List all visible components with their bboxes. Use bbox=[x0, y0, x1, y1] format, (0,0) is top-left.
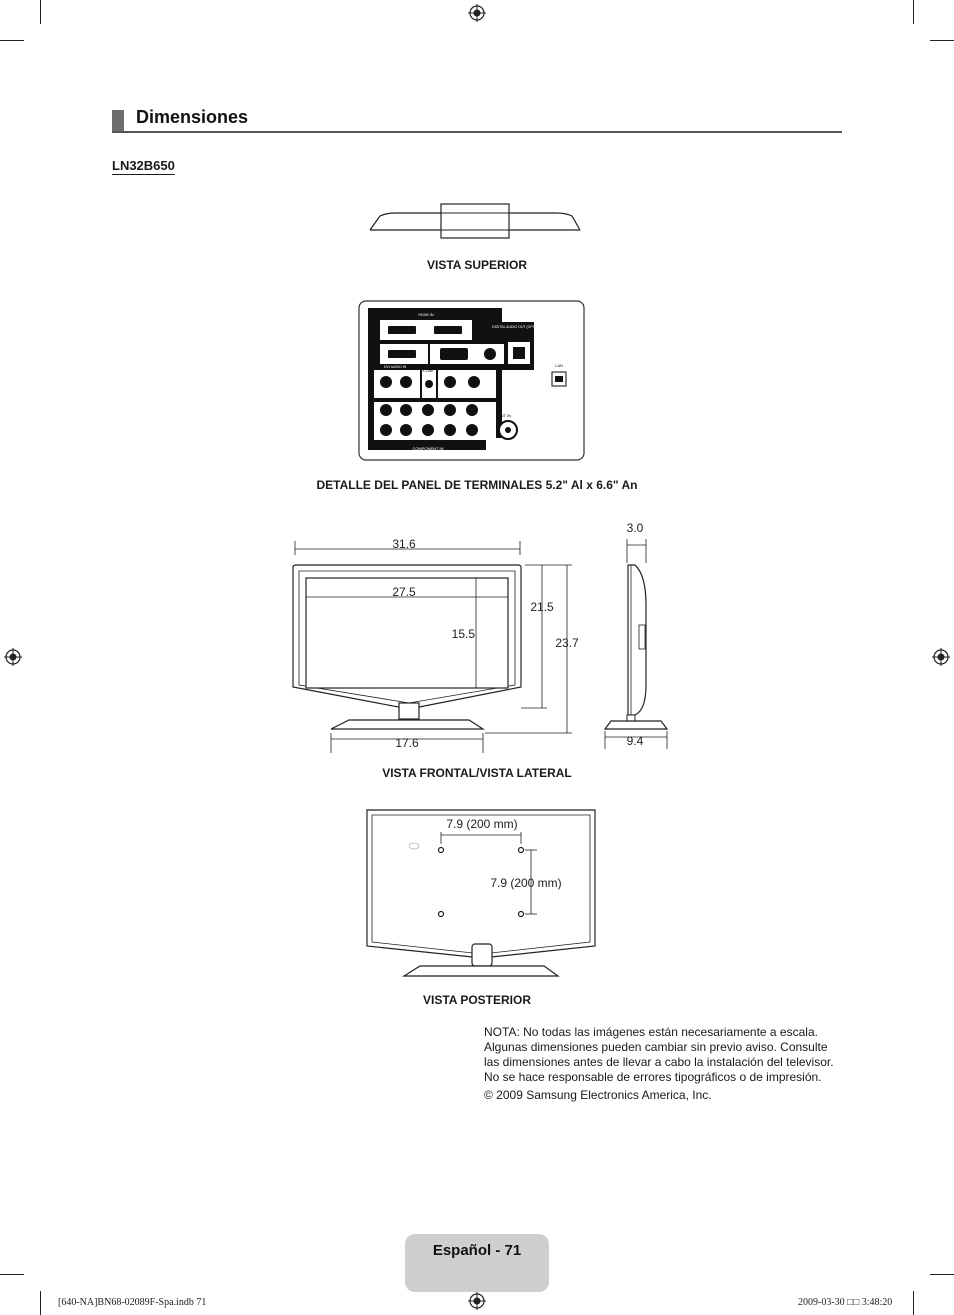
registration-mark-icon bbox=[468, 1292, 486, 1310]
dim-screen-width: 27.5 bbox=[392, 585, 416, 599]
dim-height-with-stand: 23.7 bbox=[555, 636, 579, 650]
model-number: LN32B650 bbox=[112, 158, 175, 173]
dim-stand-depth: 9.4 bbox=[626, 734, 644, 748]
crop-mark bbox=[913, 1291, 914, 1315]
top-view-drawing bbox=[366, 200, 584, 242]
copyright-text: © 2009 Samsung Electronics America, Inc. bbox=[484, 1088, 712, 1102]
registration-mark-icon bbox=[932, 648, 950, 666]
label-component-in: COMPONENT IN bbox=[412, 446, 444, 451]
dim-depth: 3.0 bbox=[626, 521, 644, 535]
registration-mark-icon bbox=[4, 648, 22, 666]
caption-top-view: VISTA SUPERIOR bbox=[426, 258, 527, 272]
crop-mark bbox=[40, 0, 41, 24]
terminal-panel-drawing bbox=[358, 300, 586, 462]
dim-vesa-horizontal: 7.9 (200 mm) bbox=[446, 817, 518, 831]
dim-height-no-stand: 21.5 bbox=[530, 600, 554, 614]
dim-stand-width: 17.6 bbox=[395, 736, 419, 750]
crop-mark bbox=[913, 0, 914, 24]
label-ant-in: ANT IN bbox=[498, 413, 512, 418]
crop-mark bbox=[930, 40, 954, 41]
crop-mark bbox=[930, 1274, 954, 1275]
rear-view-drawing bbox=[362, 806, 602, 984]
dim-screen-height: 15.5 bbox=[451, 627, 475, 641]
registration-mark-icon bbox=[468, 4, 486, 22]
print-timestamp: 2009-03-30 □□ 3:48:20 bbox=[798, 1297, 893, 1308]
front-side-view-drawing bbox=[285, 515, 675, 757]
page-number: Español - 71 bbox=[432, 1242, 522, 1259]
label-digital-audio-out: DIGITAL AUDIO OUT (OPTICAL) bbox=[492, 325, 544, 329]
dim-overall-width: 31.6 bbox=[392, 537, 416, 551]
label-ex-link: EX-LINK bbox=[420, 369, 434, 373]
caption-terminal-panel: DETALLE DEL PANEL DE TERMINALES 5.2" Al x 6.6" An bbox=[316, 478, 638, 492]
caption-front-side-view: VISTA FRONTAL/VISTA LATERAL bbox=[382, 766, 572, 780]
crop-mark bbox=[0, 1274, 24, 1275]
label-hdmi-in: HDMI IN bbox=[418, 312, 434, 317]
note-text: NOTA: No todas las imágenes están necesariamente a escala. Algunas dimensiones pueden cambiar sin previo aviso. Consulte las dimensiones antes de llevar a cabo la instalación del televisor. No se hace responsable de errores tipográficos o de impresión. bbox=[484, 1025, 834, 1084]
section-marker bbox=[112, 110, 124, 133]
print-file-info: [640-NA]BN68-02089F-Spa.indb 71 bbox=[58, 1297, 207, 1308]
caption-rear-view: VISTA POSTERIOR bbox=[422, 993, 531, 1007]
section-title: Dimensiones bbox=[136, 107, 249, 127]
label-lan: LAN bbox=[555, 363, 563, 368]
dim-vesa-vertical: 7.9 (200 mm) bbox=[490, 876, 562, 890]
label-dvi-audio-in: DVI AUDIO IN bbox=[384, 365, 407, 369]
crop-mark bbox=[0, 40, 24, 41]
section-divider bbox=[112, 131, 842, 133]
note-block bbox=[484, 1025, 840, 1106]
crop-mark bbox=[40, 1291, 41, 1315]
